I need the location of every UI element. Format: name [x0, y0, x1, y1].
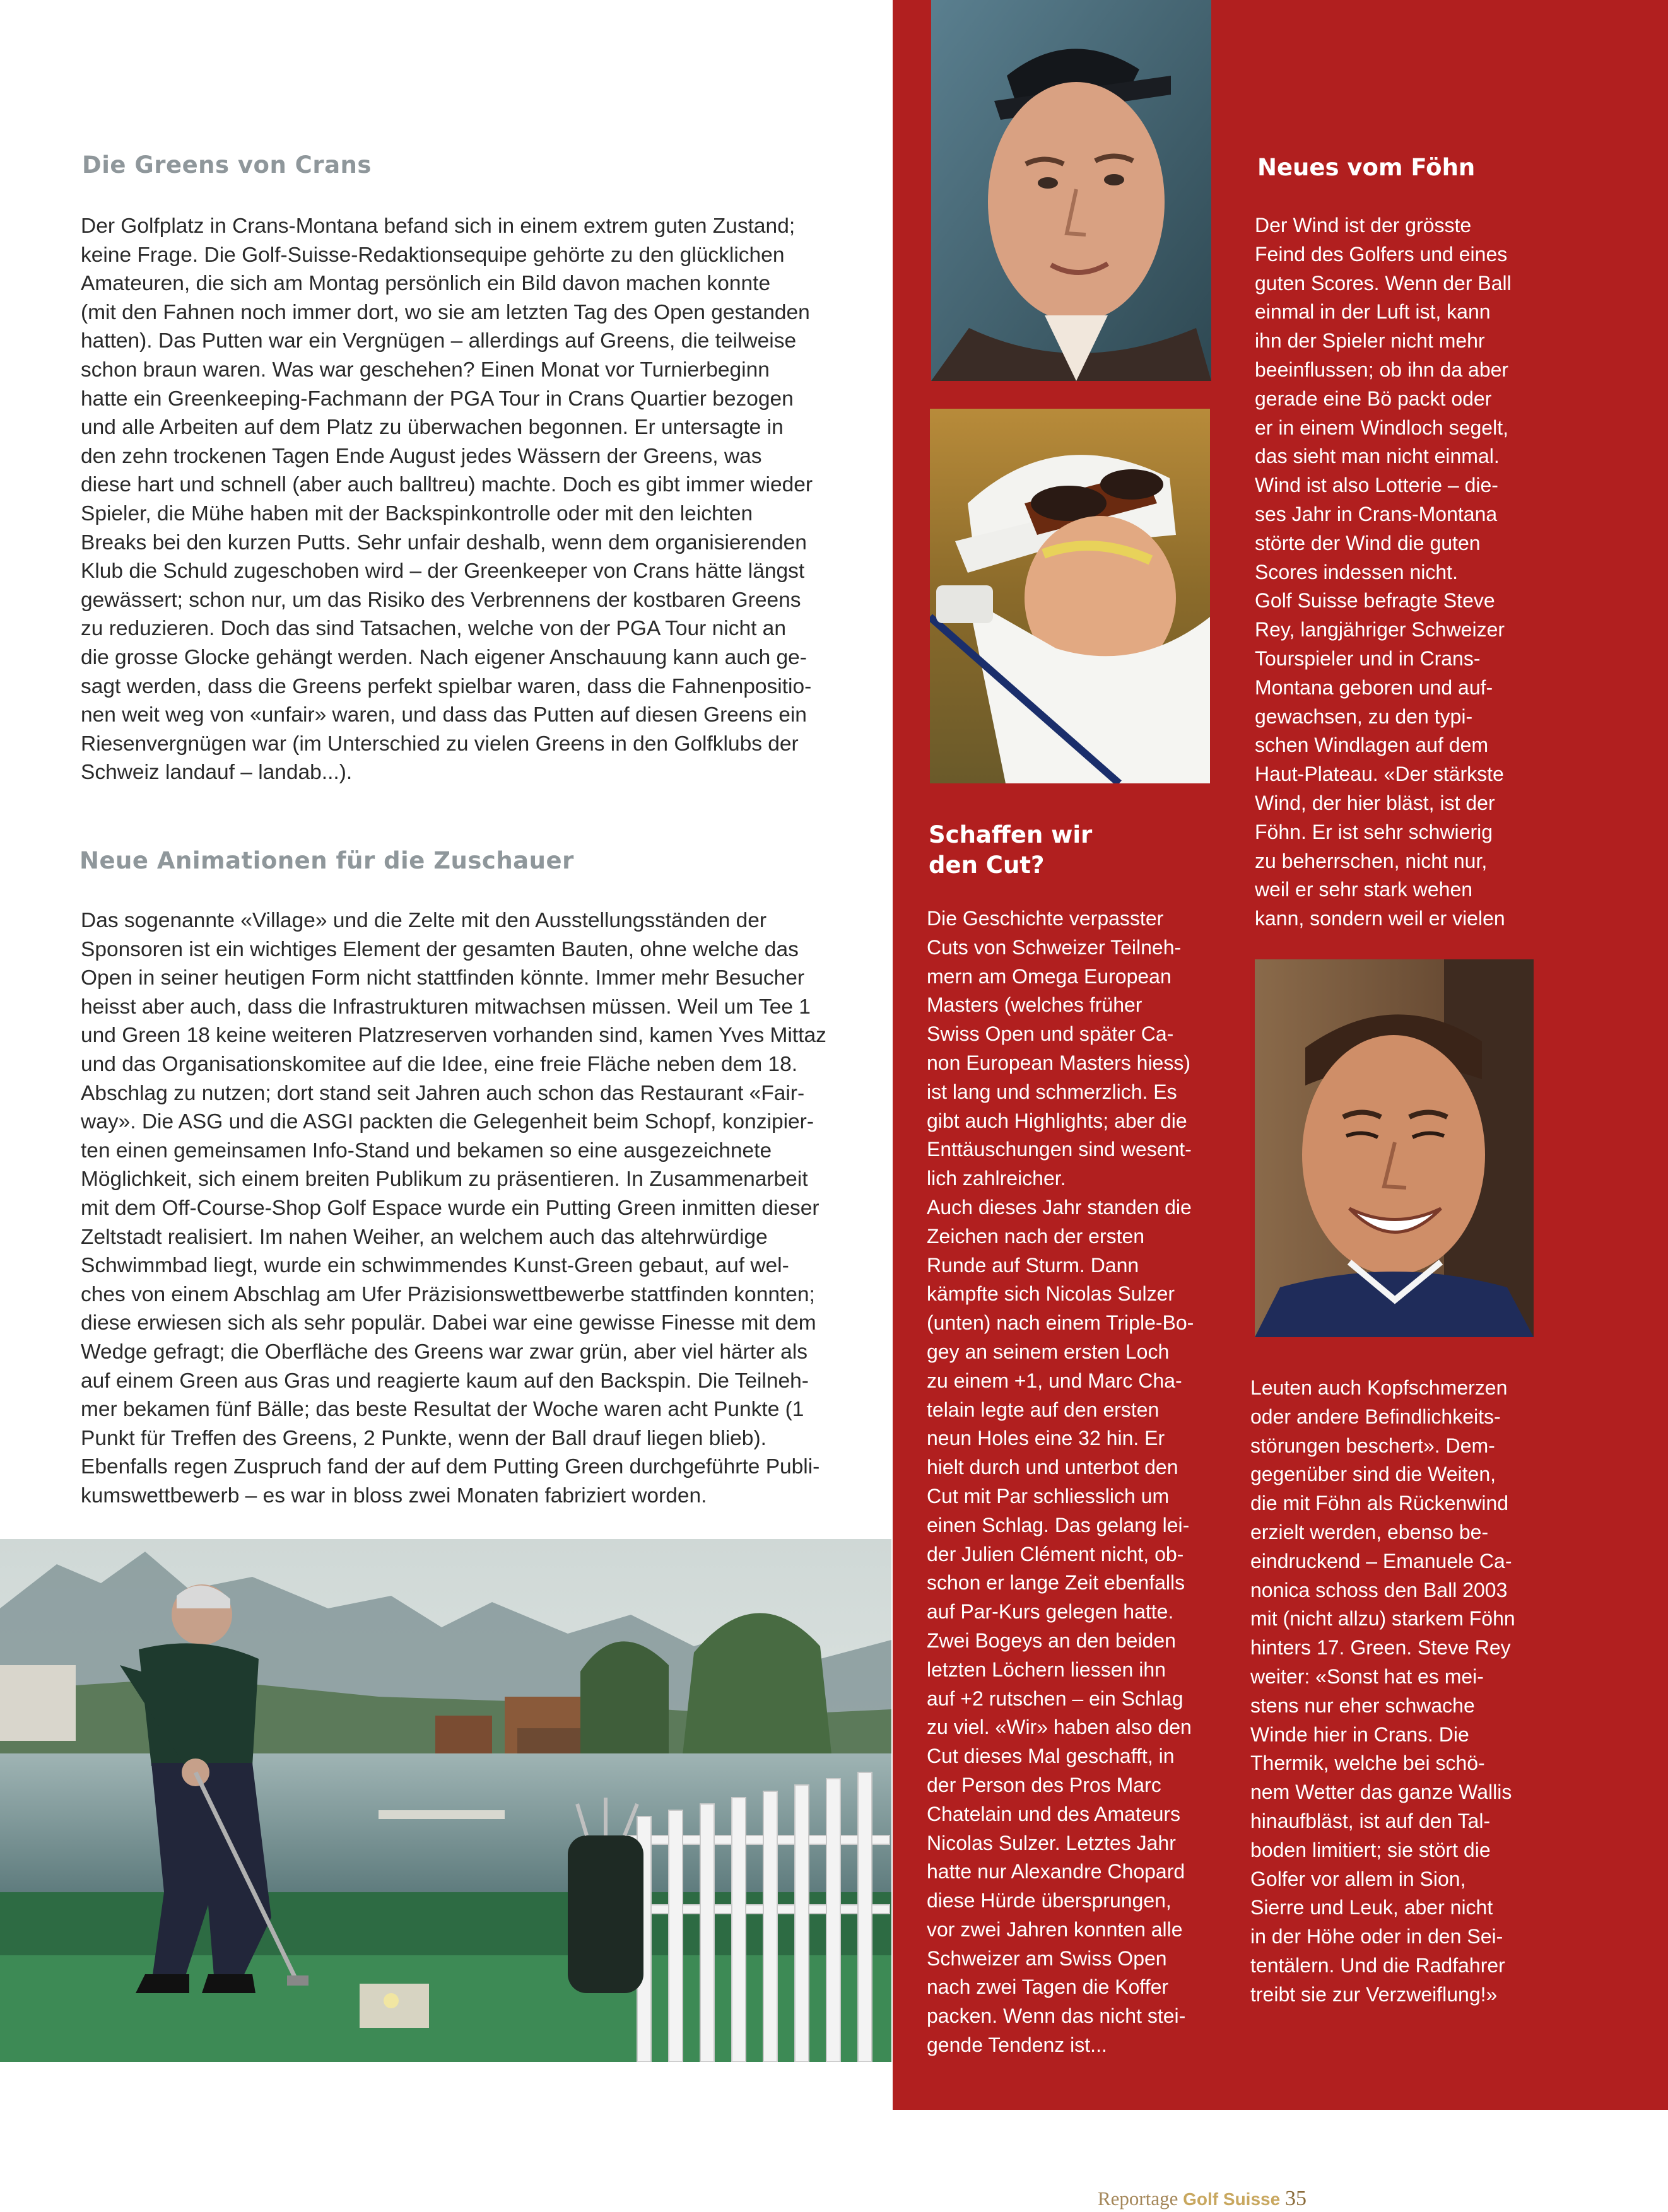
text-line: der Julien Clément nicht, ob-: [927, 1542, 1184, 1565]
text-line: Scores indessen nicht.: [1255, 560, 1458, 583]
text-line: diese erwiesen sich als sehr populär. Dabei war eine gewisse Finesse mit dem: [81, 1311, 816, 1335]
text-line: kumswettbewerb – es war in bloss zwei Monaten fabriziert worden.: [81, 1483, 707, 1507]
text-line: die mit Föhn als Rückenwind: [1250, 1492, 1509, 1515]
text-line: nen weit weg von «unfair» waren, und dass das Putten auf diesen Greens ein: [81, 703, 807, 727]
text-line: sagt werden, dass die Greens perfekt spielbar waren, dass die Fahnenpositio-: [81, 674, 812, 698]
text-line: diese Hürde übersprungen,: [927, 1889, 1172, 1912]
text-line: gewachsen, zu den typi-: [1255, 705, 1473, 728]
text-line: Winde hier in Crans. Die: [1250, 1723, 1469, 1746]
text-line: Schweizer am Swiss Open: [927, 1946, 1167, 1970]
text-line: Cuts von Schweizer Teilneh-: [927, 935, 1182, 959]
text-line: eindruckend – Emanuele Ca-: [1250, 1549, 1512, 1572]
text-line: mit dem Off-Course-Shop Golf Espace wurde ein Putting Green inmitten dieser: [81, 1196, 819, 1220]
text-line: Zwei Bogeys an den beiden: [927, 1629, 1176, 1652]
text-line: hatte ein Greenkeeping-Fachmann der PGA Tour in Crans Quartier bezogen: [81, 387, 794, 411]
text-line: Swiss Open und später Ca-: [927, 1022, 1174, 1046]
text-line: Schweiz landauf – landab...).: [81, 761, 353, 785]
text-line: gewässert; schon nur, um das Risiko des Verbrennens der kostbaren Greens: [81, 588, 801, 612]
text-line: Thermik, welche bei schö-: [1250, 1752, 1485, 1775]
text-line: Haut-Plateau. «Der stärkste: [1255, 763, 1504, 786]
text-line: Punkt für Treffen des Greens, 2 Punkte, wenn der Ball drauf liegen blieb).: [81, 1426, 766, 1450]
sidebar-cut-text: [927, 904, 1194, 2060]
text-line: Möglichkeit, sich einem breiten Publikum zu präsentieren. In Zusammenarbeit: [81, 1167, 808, 1191]
text-line: tentälern. Und die Radfahrer: [1250, 1953, 1505, 1977]
golf-tee-lake-photo: [0, 1539, 891, 2062]
text-line: Der Wind ist der grösste: [1255, 214, 1472, 237]
text-line: Abschlag zu nutzen; dort stand seit Jahren auch schon das Restaurant «Fair-: [81, 1081, 805, 1105]
text-line: hatten). Das Putten war ein Vergnügen – allerdings auf Greens, die teilweise: [81, 329, 797, 353]
text-line: Cut mit Par schliesslich um: [927, 1484, 1170, 1507]
text-line: Zeltstadt realisiert. Im nahen Weiher, an welchem auch das altehrwürdige: [81, 1225, 768, 1249]
text-line: Rey, langjähriger Schweizer: [1255, 618, 1505, 641]
text-line: Föhn. Er ist sehr schwierig: [1255, 820, 1493, 843]
text-line: das sieht man nicht einmal.: [1255, 445, 1500, 468]
text-line: Leuten auch Kopfschmerzen: [1250, 1376, 1508, 1399]
text-line: schon er lange Zeit ebenfalls: [927, 1571, 1185, 1595]
text-line: gibt auch Highlights; aber die: [927, 1109, 1187, 1132]
text-line: letzten Löchern liessen ihn: [927, 1658, 1166, 1681]
text-line: gey an seinem ersten Loch: [927, 1340, 1170, 1363]
text-line: keine Frage. Die Golf-Suisse-Redaktionsequipe gehörte zu den glücklichen: [81, 243, 785, 267]
text-line: Golf Suisse befragte Steve: [1255, 589, 1495, 612]
text-line: Chatelain und des Amateurs: [927, 1802, 1181, 1825]
heading-cut-line1: Schaffen wir: [929, 821, 1093, 848]
text-line: Tourspieler und in Crans-: [1255, 647, 1481, 670]
text-line: erzielt werden, ebenso be-: [1250, 1520, 1489, 1543]
text-line: ses Jahr in Crans-Montana: [1255, 502, 1498, 525]
text-line: mit (nicht allzu) starkem Föhn: [1250, 1607, 1515, 1630]
text-line: oder andere Befindlichkeits-: [1250, 1405, 1501, 1428]
text-line: Klub die Schuld zugeschoben wird – der Greenkeeper von Crans hätte längst: [81, 559, 805, 583]
text-line: beeinflussen; ob ihn da aber: [1255, 358, 1509, 381]
article-animations-text: [81, 906, 826, 1510]
text-line: neun Holes eine 32 hin. Er: [927, 1427, 1165, 1450]
sidebar-foehn-text-top: [1255, 211, 1512, 933]
text-line: zu beherrschen, nicht nur,: [1255, 849, 1488, 872]
text-line: nach zwei Tagen die Koffer: [927, 1975, 1169, 1999]
heading-cut-line2: den Cut?: [929, 851, 1045, 879]
text-line: lich zahlreicher.: [927, 1167, 1066, 1190]
text-line: Sierre und Leuk, aber nicht: [1250, 1896, 1493, 1919]
text-line: Ebenfalls regen Zuspruch fand der auf dem Putting Green durchgeführte Publi-: [81, 1455, 820, 1479]
text-line: er in einem Windloch segelt,: [1255, 416, 1508, 439]
text-line: Runde auf Sturm. Dann: [927, 1253, 1139, 1277]
text-line: Breaks bei den kurzen Putts. Sehr unfair deshalb, wenn dem organisierenden: [81, 530, 807, 554]
text-line: Nicolas Sulzer. Letztes Jahr: [927, 1831, 1176, 1854]
golfer-portrait-photo-1: [931, 0, 1211, 381]
text-line: Wind, der hier bläst, ist der: [1255, 791, 1495, 814]
text-line: way». Die ASG und die ASGI packten die Gelegenheit beim Schopf, konzipier-: [81, 1110, 814, 1134]
text-line: störungen beschert». Dem-: [1250, 1434, 1495, 1457]
text-line: in der Höhe oder in den Sei-: [1250, 1925, 1503, 1948]
text-line: Sponsoren ist ein wichtiges Element der gesamten Bauten, ohne welche das: [81, 937, 799, 961]
text-line: Auch dieses Jahr standen die: [927, 1195, 1192, 1219]
text-line: ten einen gemeinsamen Info-Stand und bekamen so eine ausgezeichnete: [81, 1138, 772, 1162]
text-line: nem Wetter das ganze Wallis: [1250, 1781, 1512, 1804]
text-line: Open in seiner heutigen Form nicht stattfinden könnte. Immer mehr Besucher: [81, 966, 805, 990]
text-line: Montana geboren und auf-: [1255, 676, 1493, 699]
footer-section: Reportage: [1098, 2187, 1178, 2209]
text-line: Wind ist also Lotterie – die-: [1255, 474, 1498, 497]
page-footer: [1098, 2187, 1337, 2212]
text-line: Schwimmbad liegt, wurde ein schwimmendes Kunst-Green gebaut, auf wel-: [81, 1254, 789, 1278]
text-line: ist lang und schmerzlich. Es: [927, 1080, 1177, 1103]
text-line: kann, sondern weil er vielen: [1255, 907, 1505, 930]
text-line: mern am Omega European: [927, 964, 1172, 988]
text-line: boden limitiert; sie stört die: [1250, 1838, 1491, 1861]
text-line: Das sogenannte «Village» und die Zelte mit den Ausstellungsständen der: [81, 909, 767, 932]
text-line: ihn der Spieler nicht mehr: [1255, 329, 1485, 353]
text-line: kämpfte sich Nicolas Sulzer: [927, 1282, 1175, 1306]
text-line: den zehn trockenen Tagen Ende August jedes Wässern der Greens, was: [81, 444, 762, 468]
text-line: (mit den Fahnen noch immer dort, wo sie am letzten Tag des Open gestanden: [81, 300, 810, 324]
text-line: packen. Wenn das nicht stei-: [927, 2004, 1186, 2028]
text-line: gegenüber sind die Weiten,: [1250, 1463, 1496, 1486]
sidebar-foehn-text-bottom: [1250, 1374, 1515, 2010]
steve-rey-portrait-photo: [1255, 959, 1534, 1337]
text-line: Masters (welches früher: [927, 993, 1142, 1017]
heading-greens: Die Greens von Crans: [82, 151, 372, 178]
text-line: auf einem Green aus Gras und reagierte kaum auf den Backspin. Die Teilneh-: [81, 1369, 809, 1393]
text-line: diese hart und schnell (aber auch balltreu) machte. Doch es gibt immer wieder: [81, 473, 813, 497]
text-line: der Person des Pros Marc: [927, 1773, 1161, 1796]
text-line: Golfer vor allem in Sion,: [1250, 1867, 1466, 1890]
text-line: mer bekamen fünf Bälle; das beste Resultat der Woche waren acht Punkte (1: [81, 1398, 804, 1422]
text-line: schon braun waren. Was war geschehen? Einen Monat vor Turnierbeginn: [81, 358, 770, 382]
text-line: weil er sehr stark wehen: [1255, 878, 1473, 901]
text-line: Riesenvergnügen war (im Unterschied zu vielen Greens in den Golfklubs der: [81, 732, 799, 756]
text-line: Amateuren, die sich am Montag persönlich ein Bild davon machen konnte: [81, 272, 771, 296]
heading-foehn: Neues vom Föhn: [1257, 154, 1476, 181]
text-line: treibt sie zur Verzweiflung!»: [1250, 1982, 1498, 2006]
text-line: Enttäuschungen sind wesent-: [927, 1138, 1192, 1161]
text-line: Die Geschichte verpasster: [927, 907, 1164, 930]
text-line: auf Par-Kurs gelegen hatte.: [927, 1600, 1174, 1624]
text-line: Zeichen nach der ersten: [927, 1224, 1145, 1248]
text-line: Der Golfplatz in Crans-Montana befand sich in einem extrem guten Zustand;: [81, 214, 796, 238]
heading-cut: [929, 820, 1092, 881]
heading-animations: Neue Animationen für die Zuschauer: [79, 847, 574, 874]
text-line: Spieler, die Mühe haben mit der Backspinkontrolle oder mit den leichten: [81, 501, 753, 525]
text-line: hielt durch und unterbot den: [927, 1456, 1178, 1479]
text-line: Wedge gefragt; die Oberfläche des Greens war zwar grün, aber viel härter als: [81, 1340, 808, 1364]
text-line: einen Schlag. Das gelang lei-: [927, 1513, 1190, 1536]
text-line: die grosse Glocke gehängt werden. Nach eigener Anschauung kann auch ge-: [81, 645, 807, 669]
text-line: gerade eine Bö packt oder: [1255, 387, 1492, 410]
text-line: zu viel. «Wir» haben also den: [927, 1716, 1192, 1739]
text-line: heisst aber auch, dass die Infrastrukturen mitwachsen müssen. Weil um Tee 1: [81, 995, 811, 1019]
text-line: stens nur eher schwache: [1250, 1694, 1475, 1717]
text-line: und alle Arbeiten auf dem Platz zu überwachen begonnen. Er untersagte in: [81, 416, 784, 440]
text-line: gende Tendenz ist...: [927, 2034, 1107, 2057]
footer-magazine: Golf Suisse: [1183, 2189, 1281, 2209]
text-line: störte der Wind die guten: [1255, 531, 1481, 554]
text-line: telain legte auf den ersten: [927, 1398, 1160, 1421]
golfer-portrait-photo-2: [930, 409, 1210, 783]
text-line: zu reduzieren. Doch das sind Tatsachen, welche von der PGA Tour nicht an: [81, 617, 786, 641]
text-line: schen Windlagen auf dem: [1255, 734, 1488, 757]
page-number: 35: [1284, 2187, 1307, 2210]
text-line: guten Scores. Wenn der Ball: [1255, 271, 1512, 295]
text-line: auf +2 rutschen – ein Schlag: [927, 1687, 1183, 1710]
text-line: und das Organisationskomitee auf die Idee, eine freie Fläche neben dem 18.: [81, 1052, 798, 1076]
text-line: ches von einem Abschlag am Ufer Präzisionswettbewerbe stattfinden konnten;: [81, 1282, 815, 1306]
text-line: vor zwei Jahren konnten alle: [927, 1917, 1183, 1941]
text-line: hinters 17. Green. Steve Rey: [1250, 1636, 1511, 1659]
text-line: einmal in der Luft ist, kann: [1255, 300, 1491, 324]
text-line: Feind des Golfers und eines: [1255, 242, 1508, 266]
text-line: und Green 18 keine weiteren Platzreserven vorhanden sind, kamen Yves Mittaz: [81, 1024, 826, 1048]
text-line: hinaufbläst, ist auf den Tal-: [1250, 1809, 1491, 1832]
article-greens-text: [81, 212, 813, 787]
text-line: hatte nur Alexandre Chopard: [927, 1860, 1185, 1883]
text-line: non European Masters hiess): [927, 1051, 1190, 1074]
text-line: (unten) nach einem Triple-Bo-: [927, 1311, 1194, 1335]
text-line: zu einem +1, und Marc Cha-: [927, 1369, 1182, 1392]
text-line: Cut dieses Mal geschafft, in: [927, 1745, 1175, 1768]
text-line: weiter: «Sonst hat es mei-: [1250, 1665, 1484, 1688]
text-line: nonica schoss den Ball 2003: [1250, 1578, 1508, 1601]
